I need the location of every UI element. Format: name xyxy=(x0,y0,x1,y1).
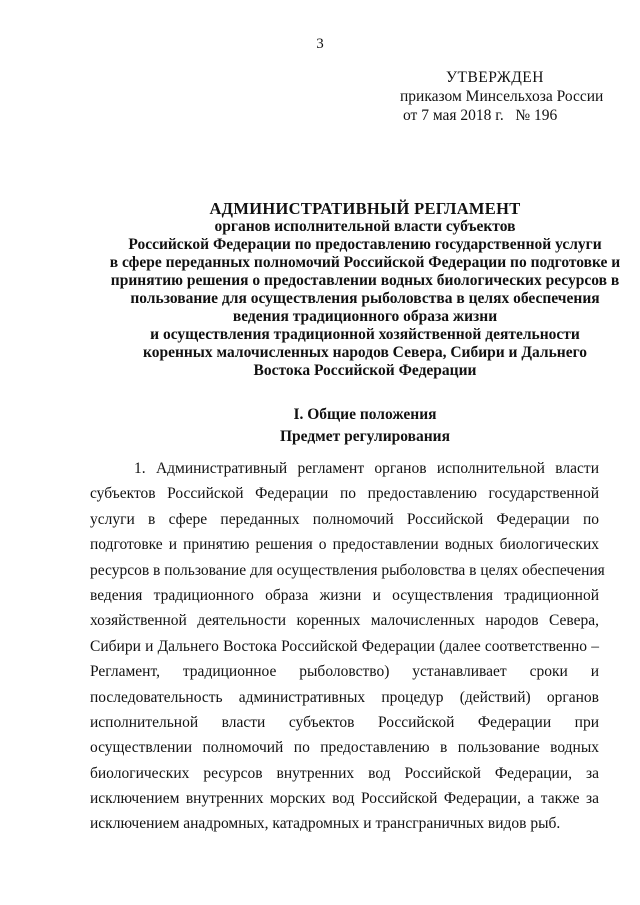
approval-stamp xyxy=(400,68,603,125)
paragraph-line: ведения традиционного образа жизни и осуществления традиционной xyxy=(90,586,599,604)
title-main: АДМИНИСТРАТИВНЫЙ РЕГЛАМЕНТ xyxy=(209,199,521,218)
title-line: органов исполнительной власти субъектов xyxy=(214,218,516,235)
title-line: принятию решения о предоставлении водных биологических ресурсов в xyxy=(110,272,620,289)
paragraph-line: субъектов Российской Федерации по предоставлению государственной xyxy=(90,485,599,503)
paragraph-line: биологических ресурсов внутренних вод Российской Федерации, за xyxy=(90,764,599,782)
body-paragraph xyxy=(90,456,605,837)
paragraph-line: исполнительной власти субъектов Российской Федерации при xyxy=(90,713,599,731)
paragraph-line: Сибири и Дальнего Востока Российской Федерации (далее соответственно – xyxy=(90,637,599,655)
page-number: 3 xyxy=(316,36,324,52)
section-subheading: Предмет регулирования xyxy=(279,428,450,445)
approval-date-line: от 7 мая 2018 г. № 196 xyxy=(403,107,558,124)
section-heading: I. Общие положения xyxy=(293,406,437,423)
paragraph-line: последовательность административных процедур (действий) органов xyxy=(90,688,599,706)
title-line: и осуществления традиционной хозяйственной деятельности xyxy=(150,326,580,343)
paragraph-line: исключением анадромных, катадромных и трансграничных видов рыб. xyxy=(90,815,561,833)
paragraph-line: 1. Административный регламент органов исполнительной власти xyxy=(134,460,599,477)
title-line: Российской Федерации по предоставлению государственной услуги xyxy=(128,236,602,253)
approval-title: УТВЕРЖДЕН xyxy=(446,69,544,86)
section-header xyxy=(70,404,640,448)
paragraph-line: подготовке и принятию решения о предоставлении водных биологических xyxy=(90,536,599,554)
title-line: Востока Российской Федерации xyxy=(253,362,477,379)
paragraph-line: осуществлении полномочий по предоставлению в пользование водных xyxy=(90,739,599,757)
paragraph-line: исключением внутренних морских вод Российской Федерации, а также за xyxy=(90,790,599,808)
document-title xyxy=(70,200,640,380)
title-line: ведения традиционного образа жизни xyxy=(232,308,498,325)
title-line: пользование для осуществления рыболовства в целях обеспечения xyxy=(130,290,600,307)
title-line: в сфере переданных полномочий Российской Федерации по подготовке и xyxy=(109,254,621,271)
approval-order-line: приказом Минсельхоза России xyxy=(400,88,604,105)
paragraph-line: хозяйственной деятельности коренных малочисленных народов Севера, xyxy=(90,612,599,630)
paragraph-line: ресурсов в пользование для осуществления рыболовства в целях обеспечения xyxy=(90,561,605,579)
paragraph-line: услуги в сфере переданных полномочий Российской Федерации по xyxy=(90,510,599,528)
paragraph-line: Регламент, традиционное рыболовство) устанавливает сроки и xyxy=(90,663,599,681)
title-line: коренных малочисленных народов Севера, Сибири и Дальнего xyxy=(142,344,588,361)
